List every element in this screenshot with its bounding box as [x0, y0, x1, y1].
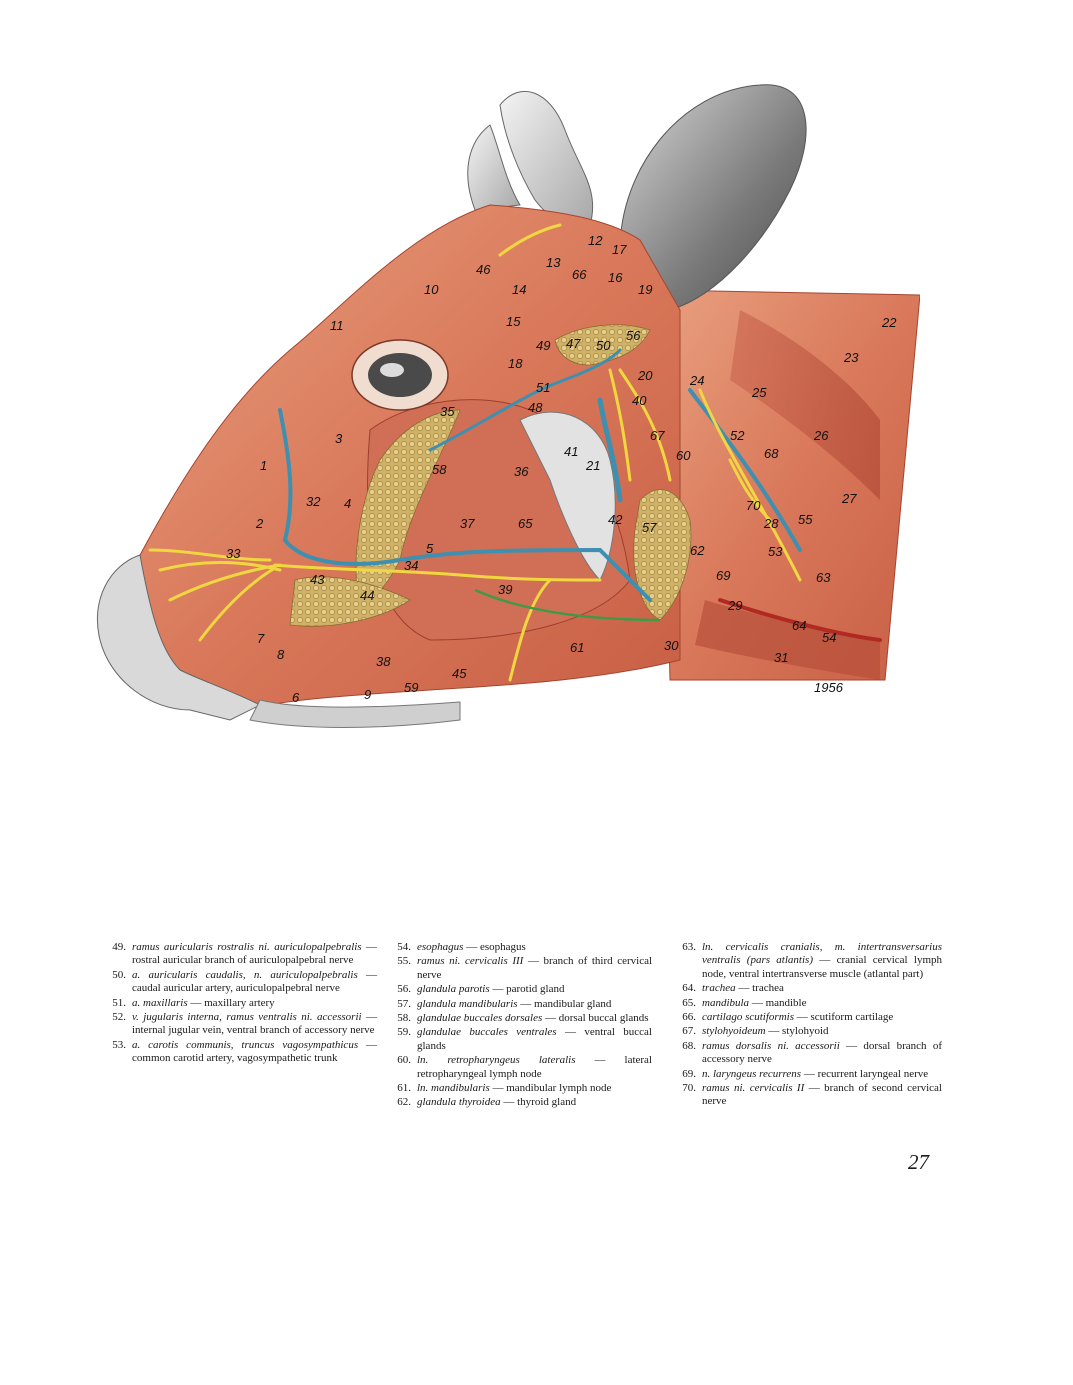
label-47: 47: [566, 336, 581, 351]
label-41: 41: [564, 444, 579, 459]
label-46: 46: [476, 262, 491, 277]
legend-entry: 52. v. jugularis interna, ramus ventralis ni. accessorii — internal jugular vein, ventral branch of accessory nerve: [112, 1011, 378, 1037]
label-15: 15: [506, 314, 521, 329]
label-19: 19: [638, 282, 653, 297]
label-25: 25: [752, 385, 767, 400]
legend-entry: 62. glandula thyroidea — thyroid gland: [397, 1096, 577, 1109]
label-34: 34: [404, 558, 419, 573]
label-9: 9: [364, 687, 372, 702]
label-38: 38: [376, 654, 391, 669]
legend-entry: 61. ln. mandibularis — mandibular lymph node: [397, 1082, 612, 1095]
legend-entry: 68. ramus dorsalis ni. accessorii — dorsal branch of accessory nerve: [682, 1039, 942, 1066]
label-60: 60: [676, 448, 691, 463]
label-67: 67: [650, 428, 665, 443]
legend-entry: 54. esophagus — esophagus: [397, 941, 526, 953]
label-51: 51: [536, 380, 551, 395]
label-28: 28: [764, 516, 779, 531]
label-57: 57: [642, 520, 657, 535]
label-7: 7: [257, 631, 265, 646]
label-68: 68: [764, 446, 779, 461]
label-59: 59: [404, 680, 419, 695]
label-69: 69: [716, 568, 731, 583]
label-39: 39: [498, 582, 513, 597]
label-17: 17: [612, 242, 627, 257]
label-5: 5: [426, 541, 434, 556]
label-16: 16: [608, 270, 623, 285]
legend-column-2: [387, 941, 652, 1111]
legend-entry: 60. ln. retropharyngeus lateralis — lateral retropharyngeal lymph node: [397, 1054, 652, 1080]
label-31: 31: [774, 650, 789, 665]
label-36: 36: [514, 464, 529, 479]
anatomical-illustration: [80, 80, 920, 730]
label-33: 33: [226, 546, 241, 561]
label-20: 20: [638, 368, 653, 383]
legend-entry: 55. ramus ni. cervicalis III — branch of third cervical nerve: [397, 955, 653, 981]
label-63: 63: [816, 570, 831, 585]
legend-entry: 53. a. carotis communis, truncus vagosympathicus — common carotid artery, vagosympathetic trunk: [112, 1038, 378, 1065]
label-61: 61: [570, 640, 585, 655]
label-10: 10: [424, 282, 439, 297]
label-35: 35: [440, 404, 455, 419]
label-23: 23: [844, 350, 859, 365]
label-30: 30: [664, 638, 679, 653]
label-52: 52: [730, 428, 745, 443]
label-40: 40: [632, 393, 647, 408]
label-24: 24: [690, 373, 705, 388]
legend-entry: 49. ramus auricularis rostralis ni. auriculopalpebralis — rostral auricular branch of auriculopalpebral nerve: [112, 941, 377, 967]
legend-column-1: [102, 941, 377, 1067]
label-70: 70: [746, 498, 761, 513]
legend-entry: 58. glandulae buccales dorsales — dorsal buccal glands: [397, 1012, 649, 1025]
legend-entry: 59. glandulae buccales ventrales — ventral buccal glands: [397, 1026, 652, 1052]
cow-head-dissection-drawing: [80, 80, 920, 730]
artist-signature: 1956: [814, 680, 843, 695]
label-13: 13: [546, 255, 561, 270]
label-29: 29: [728, 598, 743, 613]
label-54: 54: [822, 630, 837, 645]
legend-entry: 56. glandula parotis — parotid gland: [397, 983, 565, 996]
legend-entry: 69. n. laryngeus recurrens — recurrent laryngeal nerve: [682, 1067, 929, 1080]
label-27: 27: [842, 491, 857, 506]
label-56: 56: [626, 328, 641, 343]
legend-entry: 67. stylohyoideum — stylohyoid: [682, 1025, 829, 1038]
label-45: 45: [452, 666, 467, 681]
label-65: 65: [518, 516, 533, 531]
label-53: 53: [768, 544, 783, 559]
label-48: 48: [528, 400, 543, 415]
label-1: 1: [260, 458, 268, 473]
label-21: 21: [586, 458, 601, 473]
legend-entry: 51. a. maxillaris — maxillary artery: [112, 996, 275, 1009]
label-49: 49: [536, 338, 551, 353]
label-14: 14: [512, 282, 527, 297]
page-number: 27: [908, 1150, 929, 1174]
legend-entry: 63. ln. cervicalis cranialis, m. intertransversarius ventralis (pars atlantis) — cranial cervical lymph node, ventral intertransverse muscle (atlantal part): [682, 941, 943, 980]
legend-entry: 50. a. auricularis caudalis, n. auriculopalpebralis — caudal auricular artery, auriculopalpebral nerve: [112, 968, 378, 995]
label-11: 11: [330, 318, 344, 333]
label-8: 8: [277, 647, 285, 662]
label-55: 55: [798, 512, 813, 527]
label-4: 4: [344, 496, 352, 511]
label-42: 42: [608, 512, 623, 527]
label-6: 6: [292, 690, 300, 705]
label-32: 32: [306, 494, 321, 509]
label-2: 2: [256, 516, 264, 531]
label-58: 58: [432, 462, 447, 477]
label-26: 26: [814, 428, 829, 443]
label-64: 64: [792, 618, 807, 633]
legend-entry: 57. glandula mandibularis — mandibular gland: [397, 997, 612, 1010]
label-66: 66: [572, 267, 587, 282]
legend-entry: 64. trachea — trachea: [682, 982, 784, 995]
label-22: 22: [882, 315, 897, 330]
label-3: 3: [335, 431, 343, 446]
label-37: 37: [460, 516, 475, 531]
label-18: 18: [508, 356, 523, 371]
legend-entry: 66. cartilago scutiformis — scutiform cartilage: [682, 1011, 894, 1024]
legend-entry: 70. ramus ni. cervicalis II — branch of second cervical nerve: [682, 1082, 942, 1108]
label-43: 43: [310, 572, 325, 587]
label-62: 62: [690, 543, 705, 558]
label-44: 44: [360, 588, 375, 603]
label-50: 50: [596, 338, 611, 353]
legend-column-3: [672, 941, 942, 1110]
label-12: 12: [588, 233, 603, 248]
legend-entry: 65. mandibula — mandible: [682, 996, 807, 1009]
